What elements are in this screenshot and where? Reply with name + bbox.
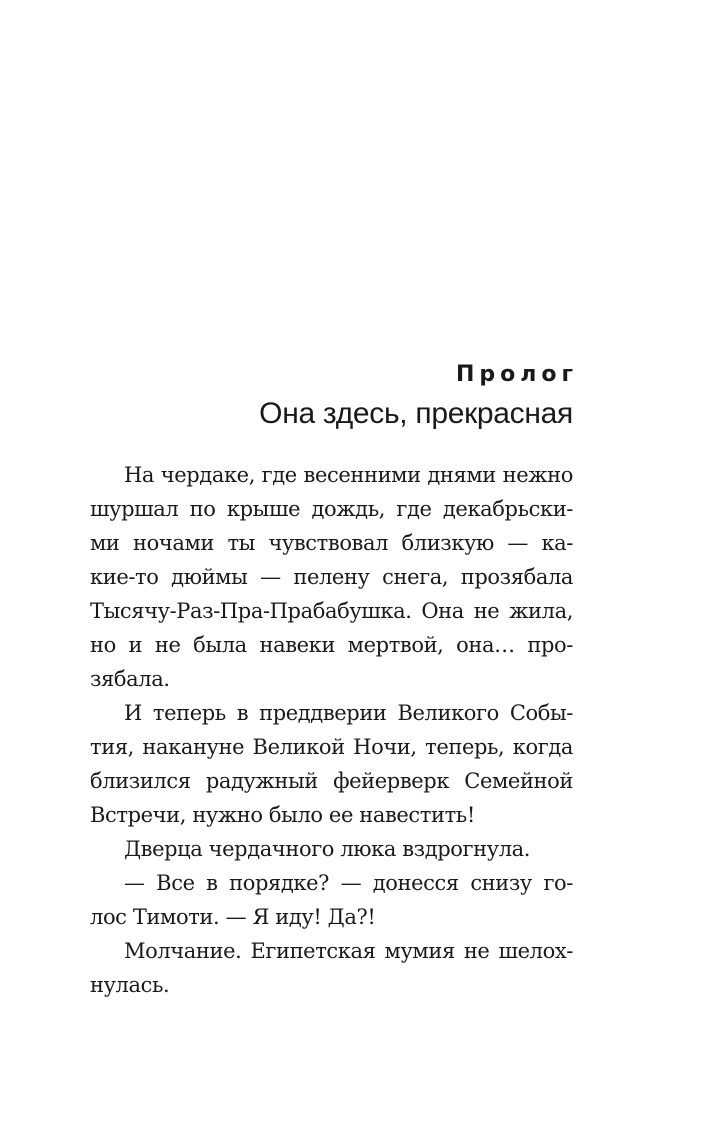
text-line: шуршал по крыше дождь, где декабрьски- — [90, 497, 573, 521]
text-line: близился радужный фейерверк Семейной — [90, 769, 573, 793]
text-line: тия, накануне Великой Ночи, теперь, когда — [90, 735, 573, 759]
text-line: И теперь в преддверии Великого Собы- — [124, 701, 573, 725]
text-line: ми ночами ты чувствовал близкую — ка- — [90, 531, 573, 555]
text-line: кие-то дюймы — пелену снега, прозябала — [90, 565, 573, 589]
text-line: Молчание. Египетская мумия не шелох- — [124, 939, 573, 963]
text-line: Дверца чердачного люка вздрогнула. — [124, 837, 531, 861]
text-line: — Все в порядке? — донесся снизу го- — [124, 871, 573, 895]
text-line: лос Тимоти. — Я иду! Да?! — [90, 905, 376, 929]
text-line: Тысячу-Раз-Пра-Прабабушка. Она не жила, — [90, 599, 573, 623]
text-line: нулась. — [90, 973, 170, 997]
text-line: Встречи, нужно было ее навестить! — [90, 803, 475, 827]
text-line: зябала. — [90, 667, 170, 691]
body-text — [90, 458, 573, 1002]
text-line: На чердаке, где весенними днями нежно — [124, 463, 573, 487]
chapter-title: Она здесь, прекрасная — [259, 397, 573, 430]
book-page — [90, 0, 578, 1123]
chapter-label: Пролог — [456, 362, 578, 387]
text-line: но и не была навеки мертвой, она… про- — [90, 633, 573, 657]
